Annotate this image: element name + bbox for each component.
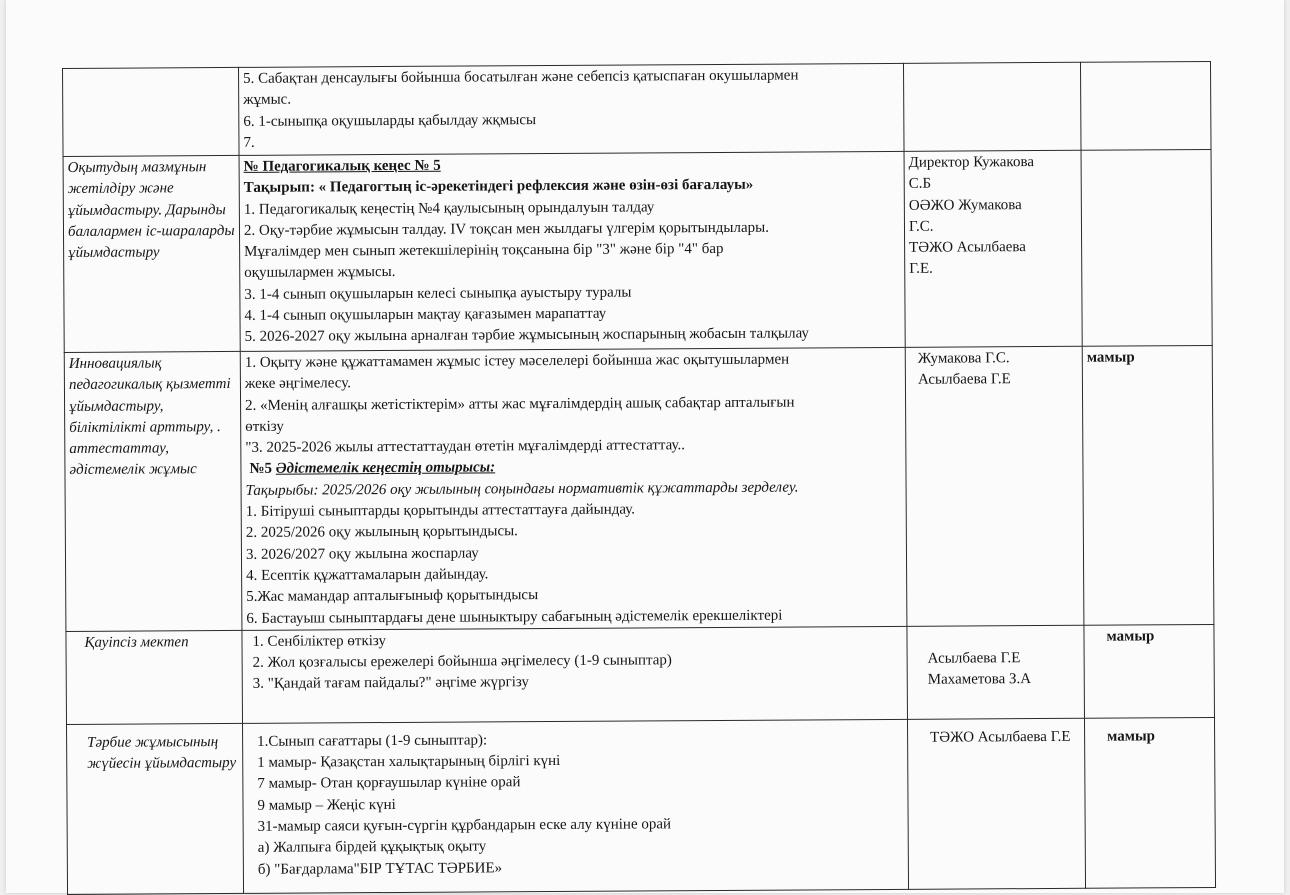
deadline-cell	[1084, 717, 1215, 888]
responsible-line: С.Б	[908, 175, 932, 193]
responsible-line: Жумакова Г.С.	[917, 350, 1010, 367]
content-cell	[239, 151, 905, 351]
content-line: оқушылармен жұмысы.	[244, 264, 396, 282]
content-line: 4. Есептік құжаттамаларын дайындау.	[246, 566, 489, 584]
content-line: 7.	[243, 134, 255, 151]
category-cell	[63, 155, 240, 352]
content-line: 5.Жас мамандар апталығыныф қорытындысы	[246, 587, 539, 606]
content-line: жұмыс.	[243, 91, 292, 109]
work-plan-table	[62, 61, 1216, 895]
meeting-number: №5	[249, 461, 273, 478]
responsible-line: Асылбаева Г.Е	[927, 650, 1021, 667]
meeting-title: Әдістемелік кеңестің отырысы:	[275, 459, 496, 478]
content-line: 9 мамыр – Жеңіс күні	[257, 796, 396, 814]
responsible-line: Махаметова З.А	[927, 671, 1032, 688]
content-line: 6. 1-сыныпқа оқушыларды қабылдау жқмысы	[243, 111, 537, 130]
deadline-text: мамыр	[1106, 628, 1155, 645]
content-line: б) "Бағдарлама"БІР ТҰТАС ТӘРБИЕ»	[257, 859, 503, 878]
deadline-cell	[1081, 149, 1212, 346]
content-line: 3. 1-4 сынып оқушыларын келесі сыныпқа ауыстыру туралы	[244, 284, 632, 303]
table-row	[67, 717, 1216, 894]
content-line: 2. 2025/2026 оқу жылының қорытындысы.	[245, 523, 518, 542]
content-line: 2. Оқу-тәрбие жұмысын талдау. IV тоқсан мен жылдағы үлгерім қорытындылары.	[243, 219, 769, 239]
category-text: Инновациялық педагогикалық қызметті ұйымдастыру, біліктілікті арттыру, . аттестаттау, әдістемелік жұмыс	[68, 355, 231, 479]
content-line: Мұғалімдер мен сынып жетекшілерінің тоқсанына бір "3" және бір "4" бар	[244, 241, 724, 261]
responsible-line: ТӘЖО Асылбаева	[909, 239, 1026, 257]
content-line: 1. Бітіруші сыныптарды қорытынды аттестаттауға дайындау.	[245, 501, 636, 520]
content-line: 6. Бастауыш сыныптардағы дене шыныктыру сабағының әдістемелік ерекшеліктері	[246, 607, 783, 627]
deadline-cell	[1080, 61, 1211, 150]
responsible-line: Г.С.	[908, 218, 934, 235]
content-line: 3. 2026/2027 оқу жылына жоспарлау	[245, 545, 479, 563]
category-text: Қауіпсіз мектеп	[84, 634, 189, 651]
category-text: Тәрбие жұмысының жүйесін ұйымдастыру	[87, 733, 237, 773]
deadline-text: мамыр	[1107, 728, 1156, 745]
responsible-line: ТӘЖО Асылбаева Г.Е	[930, 728, 1071, 746]
table-row	[63, 149, 1212, 352]
responsible-cell	[905, 346, 1084, 626]
responsible-cell	[903, 62, 1081, 151]
content-line: жеке әңгімелесу.	[244, 375, 352, 393]
category-cell	[66, 630, 243, 724]
content-line: өткізу	[245, 418, 284, 435]
responsible-cell	[907, 625, 1085, 719]
content-cell	[240, 347, 907, 630]
content-line: 5. Сабақтан денсаулығы бойынша босатылған және себепсіз қатыспаған окушылармен	[243, 67, 799, 87]
content-line: 1. Педагогикалық кеңестің №4 қаулысының орындалуын талдау	[243, 198, 655, 218]
meeting-topic: Тақырыбы: 2025/2026 оқу жылының соңындағы нормативтік құжаттарды зерделеу.	[245, 479, 799, 499]
council-heading: № Педагогикалық кеңес № 5	[243, 157, 441, 175]
deadline-cell	[1084, 624, 1215, 718]
deadline-text: мамыр	[1086, 349, 1135, 366]
content-line: "3. 2025-2026 жылы аттестаттаудан өтетін мұғалімдерді аттестаттау..	[245, 437, 686, 457]
category-cell	[67, 723, 244, 894]
content-line: 31-мамыр саяси қуғын-сүргін құрбандарын еске алу күніне орай	[257, 816, 672, 835]
category-cell	[63, 67, 240, 156]
content-line: 3. "Қандай тағам пайдалы?" әңгіме жүргізу	[252, 674, 530, 693]
content-line: 7 мамыр- Отан қорғаушылар күніне орай	[257, 774, 521, 793]
table-row	[63, 61, 1212, 156]
document-page	[6, 0, 1284, 893]
responsible-cell	[904, 150, 1082, 347]
category-text: Оқытудың мазмұнын жетілдіру және ұйымдастыру. Дарынды балалармен іс-шараларды ұйымдастыру	[67, 159, 235, 262]
content-cell	[242, 626, 908, 723]
table-row	[66, 624, 1215, 724]
content-line: 5. 2026-2027 оқу жылына арналған тәрбие жұмысының жоспарының жобасын талқылау	[244, 325, 810, 346]
council-topic: Тақырып: « Педагогтың іс-әрекетіндегі рефлексия және өзін-өзі бағалауы»	[243, 177, 754, 197]
content-line: 1.Сынып сағаттары (1-9 сыныптар):	[257, 732, 488, 750]
content-line: 4. 1-4 сынып оқушыларын мақтау қағазымен марапаттау	[244, 305, 607, 324]
content-line: а) Жалпыға бірдей құқықтық оқыту	[257, 838, 487, 857]
category-cell	[64, 351, 242, 631]
responsible-line: Асылбаева Г.Е	[917, 371, 1011, 389]
content-line: 1 мамыр- Қазақстан халықтарының бірлігі күні	[257, 753, 561, 771]
responsible-cell	[907, 718, 1085, 889]
responsible-line: Директор Кужакова	[908, 154, 1035, 171]
responsible-line: Г.Е.	[909, 261, 933, 278]
deadline-cell	[1082, 345, 1214, 625]
responsible-line: ОӘЖО Жумакова	[908, 196, 1022, 214]
content-cell	[243, 719, 909, 893]
content-line: 2. «Менің алғашқы жетістіктерім» атты жас мұғалімдердің ашық сабақтар апталығын	[245, 394, 795, 414]
content-line: 1. Оқыту және құжаттамамен жұмыс істеу мәселелері бойынша жас оқытушылармен	[244, 351, 790, 371]
table-row	[64, 345, 1214, 631]
content-line: 2. Жол қозғалысы ережелері бойынша әңгімелесу (1-9 сыныптар)	[252, 652, 672, 672]
content-line: 1. Сенбіліктер өткізу	[252, 632, 387, 650]
content-cell	[238, 63, 904, 155]
